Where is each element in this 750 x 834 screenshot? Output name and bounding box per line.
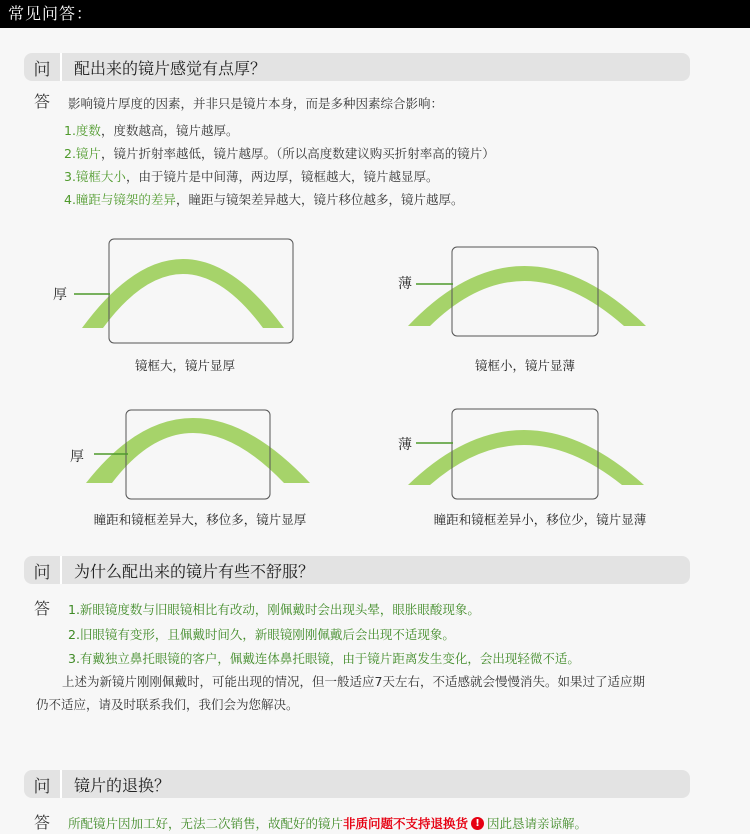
thin-label: 薄 (398, 437, 412, 453)
answer-mark: 答 (34, 599, 51, 618)
answer-item-2 (64, 144, 495, 162)
item-key: 2.镜片 (64, 146, 101, 161)
answer-mark: 答 (34, 813, 51, 832)
answer-mark: 答 (34, 92, 51, 111)
answer-intro: 影响镜片厚度的因素，并非只是镜片本身，而是多种因素综合影响： (68, 96, 444, 111)
diagram-caption-1: 镜框大，镜片显厚 (134, 358, 235, 373)
answer-item-4 (64, 190, 463, 208)
question-mark: 问 (33, 776, 51, 797)
lens-arc (82, 259, 284, 328)
item-text: ，瞳距与镜架差异越大，镜片移位越多，镜片越厚。 (175, 192, 464, 207)
policy-highlight: 非质问题不支持退换货 (343, 816, 469, 831)
diagram-caption-4: 瞳距和镜框差异小，移位少，镜片显薄 (433, 512, 647, 527)
lens-arc (408, 266, 646, 326)
question-mark: 问 (33, 59, 51, 80)
question-mark: 问 (33, 562, 51, 583)
answer-summary-line-1: 上述为新镜片刚刚佩戴时，可能出现的情况，但一般适应7天左右，不适感就会慢慢消失。如果过了适应期 (62, 674, 645, 689)
lens-diagram-small-frame (400, 240, 660, 340)
warning-icon: ! (471, 817, 484, 830)
answer-item-1: 1.新眼镜度数与旧眼镜相比有改动，刚佩戴时会出现头晕，眼胀眼酸现象。 (68, 602, 480, 617)
thick-label: 厚 (53, 287, 67, 303)
diagram-caption-2: 镜框小，镜片显薄 (474, 358, 575, 373)
thick-label: 厚 (70, 449, 84, 465)
answer-item-2: 2.旧眼镜有变形，且佩戴时间久，新眼镜刚刚佩戴后会出现不适现象。 (68, 627, 455, 642)
thin-label: 薄 (398, 276, 412, 292)
question-bar-1 (24, 53, 690, 81)
policy-intro: 所配镜片因加工好，无法二次销售，故配好的镜片 (68, 816, 344, 831)
policy-outro: 因此恳请亲谅解。 (487, 816, 588, 831)
answer-item-1 (64, 121, 238, 139)
question-text: 配出来的镜片感觉有点厚？ (74, 58, 267, 78)
item-key: 1.度数 (64, 123, 101, 138)
question-text: 镜片的退换？ (74, 775, 171, 795)
lens-arc (408, 430, 644, 485)
item-text: ，镜片折射率越低，镜片越厚。（所以高度数建议购买折射率高的镜片） (100, 146, 495, 161)
item-text: ，度数越高，镜片越厚。 (100, 123, 239, 138)
question-bar-3 (24, 770, 690, 798)
question-bar-2 (24, 556, 690, 584)
item-key: 3.镜框大小 (64, 169, 126, 184)
page-header: 常见问答： (0, 0, 750, 28)
item-text: ，由于镜片是中间薄，两边厚，镜框越大，镜片越显厚。 (125, 169, 439, 184)
lens-diagram-small-pd-difference (400, 405, 660, 505)
answer-item-3: 3.有戴独立鼻托眼镜的客户，佩戴连体鼻托眼镜，由于镜片距离发生变化，会出现轻微不适。 (68, 651, 580, 666)
lens-diagram-large-pd-difference (70, 405, 330, 505)
answer-summary-line-2: 仍不适应，请及时联系我们，我们会为您解决。 (36, 697, 299, 712)
return-policy-answer (68, 814, 587, 832)
lens-diagram-large-frame (60, 230, 320, 350)
answer-item-3 (64, 167, 438, 185)
diagram-caption-3: 瞳距和镜框差异大，移位多，镜片显厚 (93, 512, 307, 527)
lens-arc (86, 418, 310, 483)
item-key: 4.瞳距与镜架的差异 (64, 192, 176, 207)
question-text: 为什么配出来的镜片有些不舒服？ (74, 561, 315, 581)
